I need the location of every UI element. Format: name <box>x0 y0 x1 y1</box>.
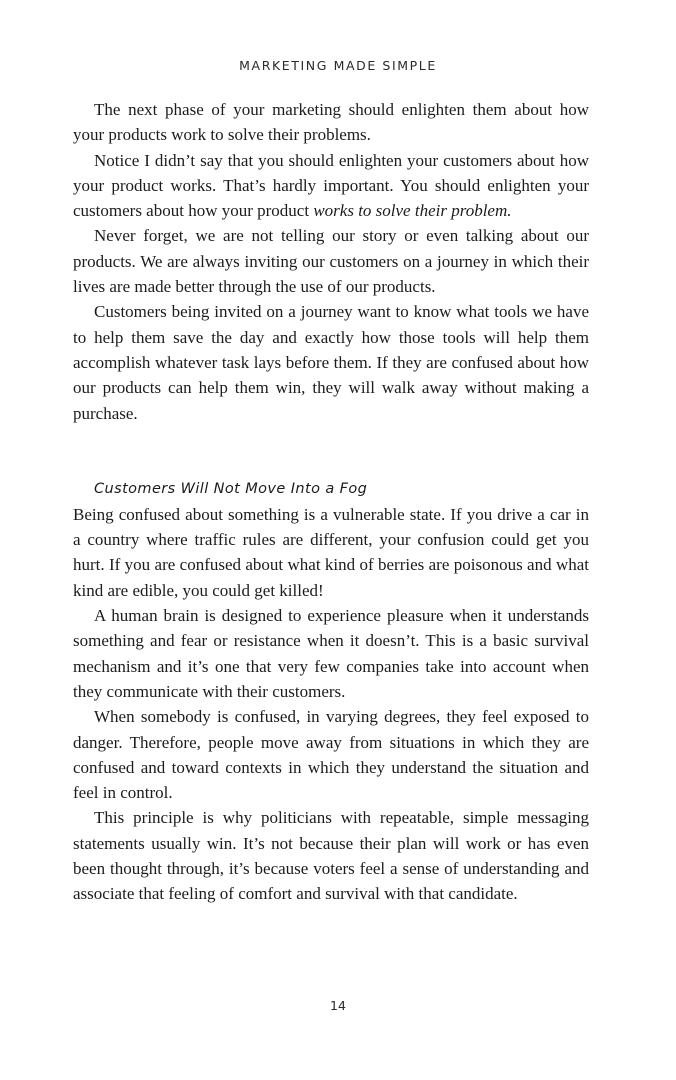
paragraph-politicians: This principle is why politicians with repeatable, simple messaging statements usually win. It’s not because their plan will work or has even been thought through, it’s because voters feel a sense of understanding and associate that feeling of comfort and survival with that candidate. <box>73 808 589 904</box>
running-head: MARKETING MADE SIMPLE <box>239 58 437 73</box>
section-spacer <box>73 426 589 476</box>
paragraph-human-brain: A human brain is designed to experience pleasure when it understands something and fear or resistance when it doesn’t. This is a basic survival mechanism and it’s one that very few companies take into account when they communicate with their customers. <box>73 606 589 701</box>
paragraph-notice-text: Notice I didn’t say that you should enlighten your customers about how your product works. That’s hardly important. You should enlighten your customers about how your product <box>73 150 589 221</box>
paragraph-never-forget: Never forget, we are not telling our story or even talking about our products. We are always inviting our customers on a journey in which their lives are made better through the use of our products. <box>73 226 589 297</box>
paragraph-vulnerable-state: Being confused about something is a vulnerable state. If you drive a car in a country where traffic rules are different, your confusion could get you hurt. If you are confused about what kind of berries are poisonous and what kind are edible, you could get killed! <box>73 504 589 600</box>
paragraph-enlighten-phase: The next phase of your marketing should enlighten them about how your products work to solve their problems. <box>73 100 589 145</box>
paragraph-notice <box>73 148 589 224</box>
page-body <box>73 97 589 907</box>
paragraph-journey-tools: Customers being invited on a journey want to know what tools we have to help them save the day and exactly how those tools will help them accomplish whatever task lays before them. If they are confused about how our products can help them win, they will walk away without making a purchase. <box>73 302 589 423</box>
paragraph-notice-emphasis: works to solve their problem. <box>313 201 512 221</box>
section-heading: Customers Will Not Move Into a Fog <box>94 480 368 497</box>
paragraph-confused-danger: When somebody is confused, in varying degrees, they feel exposed to danger. Therefore, people move away from situations in which they are confused and toward contexts in which they understand the situation and feel in control. <box>73 707 589 803</box>
page-number: 14 <box>330 998 346 1013</box>
